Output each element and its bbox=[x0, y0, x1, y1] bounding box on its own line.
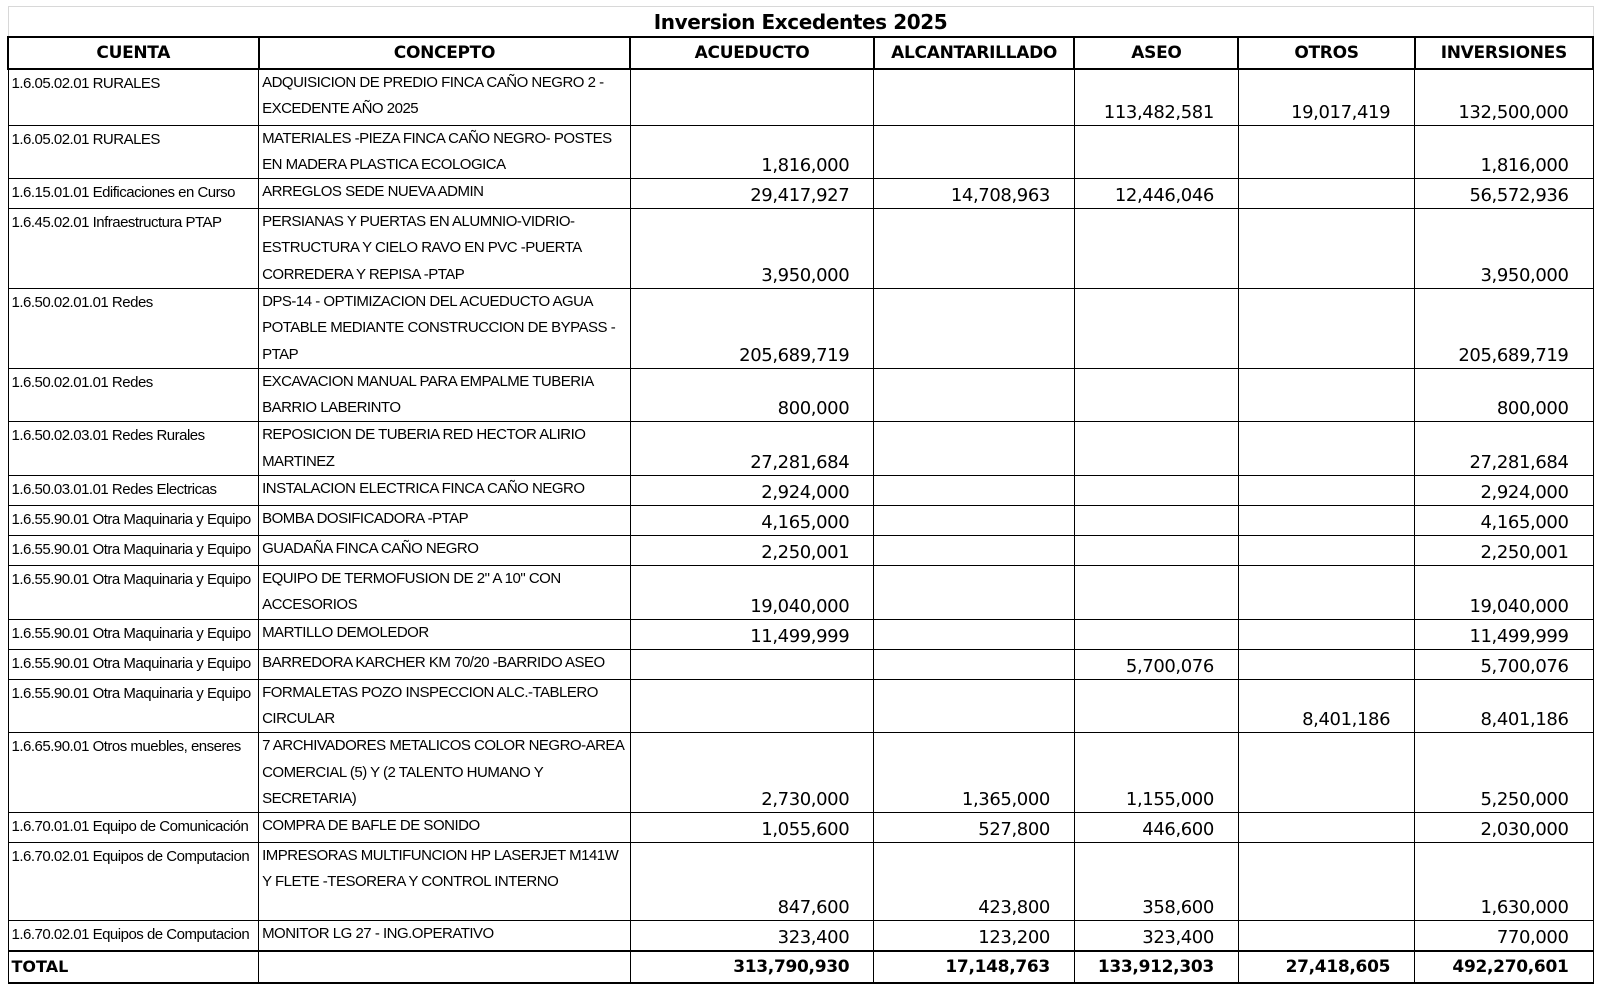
table-row bbox=[8, 476, 1593, 506]
cell-acueducto bbox=[630, 69, 873, 125]
spreadsheet bbox=[7, 6, 1594, 984]
cell-otros bbox=[1238, 843, 1414, 921]
cell-otros bbox=[1238, 476, 1414, 506]
cell-acueducto: 3,950,000 bbox=[630, 209, 873, 289]
cell-acueducto: 847,600 bbox=[630, 843, 873, 921]
header-acueducto: ACUEDUCTO bbox=[630, 37, 873, 69]
cell-inversiones: 1,630,000 bbox=[1415, 843, 1593, 921]
total-acueducto: 313,790,930 bbox=[630, 951, 873, 983]
cell-aseo: 323,400 bbox=[1074, 921, 1238, 951]
cell-otros bbox=[1238, 649, 1414, 679]
cell-aseo: 113,482,581 bbox=[1074, 69, 1238, 125]
table-body bbox=[8, 69, 1593, 951]
cell-cuenta: 1.6.55.90.01 Otra Maquinaria y Equipo bbox=[8, 566, 259, 620]
cell-otros bbox=[1238, 813, 1414, 843]
cell-aseo bbox=[1074, 422, 1238, 476]
cell-concepto: BARREDORA KARCHER KM 70/20 -BARRIDO ASEO bbox=[259, 649, 631, 679]
cell-inversiones: 2,030,000 bbox=[1415, 813, 1593, 843]
cell-concepto: ADQUISICION DE PREDIO FINCA CAÑO NEGRO 2 - EXCEDENTE AÑO 2025 bbox=[259, 69, 631, 125]
cell-aseo bbox=[1074, 536, 1238, 566]
cell-concepto: IMPRESORAS MULTIFUNCION HP LASERJET M141W Y FLETE -TESORERA Y CONTROL INTERNO bbox=[259, 843, 631, 921]
cell-alcantarillado bbox=[874, 506, 1075, 536]
cell-otros bbox=[1238, 125, 1414, 179]
cell-acueducto: 11,499,999 bbox=[630, 619, 873, 649]
cell-alcantarillado bbox=[874, 619, 1075, 649]
cell-cuenta: 1.6.50.02.01.01 Redes bbox=[8, 288, 259, 368]
cell-concepto: ARREGLOS SEDE NUEVA ADMIN bbox=[259, 179, 631, 209]
cell-cuenta: 1.6.50.02.03.01 Redes Rurales bbox=[8, 422, 259, 476]
cell-cuenta: 1.6.70.02.01 Equipos de Computacion bbox=[8, 921, 259, 951]
cell-acueducto: 29,417,927 bbox=[630, 179, 873, 209]
cell-otros bbox=[1238, 209, 1414, 289]
cell-aseo bbox=[1074, 566, 1238, 620]
total-concepto bbox=[259, 951, 631, 983]
cell-otros: 8,401,186 bbox=[1238, 679, 1414, 733]
cell-acueducto: 1,816,000 bbox=[630, 125, 873, 179]
cell-otros bbox=[1238, 422, 1414, 476]
cell-acueducto: 2,730,000 bbox=[630, 733, 873, 813]
cell-concepto: PERSIANAS Y PUERTAS EN ALUMNIO-VIDRIO-ESTRUCTURA Y CIELO RAVO EN PVC -PUERTA CORREDERA Y REPISA -PTAP bbox=[259, 209, 631, 289]
header-otros: OTROS bbox=[1238, 37, 1414, 69]
cell-alcantarillado: 423,800 bbox=[874, 843, 1075, 921]
table-row bbox=[8, 843, 1593, 921]
cell-otros bbox=[1238, 619, 1414, 649]
cell-aseo bbox=[1074, 619, 1238, 649]
cell-aseo: 358,600 bbox=[1074, 843, 1238, 921]
cell-aseo: 12,446,046 bbox=[1074, 179, 1238, 209]
cell-acueducto: 323,400 bbox=[630, 921, 873, 951]
cell-cuenta: 1.6.45.02.01 Infraestructura PTAP bbox=[8, 209, 259, 289]
table-row bbox=[8, 921, 1593, 951]
cell-aseo: 1,155,000 bbox=[1074, 733, 1238, 813]
table-row bbox=[8, 536, 1593, 566]
table-row bbox=[8, 733, 1593, 813]
cell-acueducto: 27,281,684 bbox=[630, 422, 873, 476]
cell-otros bbox=[1238, 368, 1414, 422]
cell-aseo bbox=[1074, 209, 1238, 289]
table-row bbox=[8, 679, 1593, 733]
cell-inversiones: 2,924,000 bbox=[1415, 476, 1593, 506]
cell-alcantarillado bbox=[874, 536, 1075, 566]
table-row bbox=[8, 69, 1593, 125]
cell-aseo: 446,600 bbox=[1074, 813, 1238, 843]
cell-inversiones: 205,689,719 bbox=[1415, 288, 1593, 368]
cell-alcantarillado bbox=[874, 288, 1075, 368]
cell-inversiones: 3,950,000 bbox=[1415, 209, 1593, 289]
cell-concepto: FORMALETAS POZO INSPECCION ALC.-TABLERO CIRCULAR bbox=[259, 679, 631, 733]
cell-alcantarillado: 123,200 bbox=[874, 921, 1075, 951]
cell-acueducto bbox=[630, 649, 873, 679]
table-row bbox=[8, 506, 1593, 536]
table-title: Inversion Excedentes 2025 bbox=[8, 7, 1593, 38]
header-concepto: CONCEPTO bbox=[259, 37, 631, 69]
cell-aseo bbox=[1074, 506, 1238, 536]
cell-concepto: MONITOR LG 27 - ING.OPERATIVO bbox=[259, 921, 631, 951]
header-cuenta: CUENTA bbox=[8, 37, 259, 69]
table-row bbox=[8, 422, 1593, 476]
cell-cuenta: 1.6.05.02.01 RURALES bbox=[8, 69, 259, 125]
cell-alcantarillado bbox=[874, 368, 1075, 422]
cell-alcantarillado bbox=[874, 566, 1075, 620]
total-alcantarillado: 17,148,763 bbox=[874, 951, 1075, 983]
total-otros: 27,418,605 bbox=[1238, 951, 1414, 983]
cell-inversiones: 2,250,001 bbox=[1415, 536, 1593, 566]
cell-cuenta: 1.6.15.01.01 Edificaciones en Curso bbox=[8, 179, 259, 209]
cell-aseo: 5,700,076 bbox=[1074, 649, 1238, 679]
table-row bbox=[8, 125, 1593, 179]
cell-inversiones: 5,250,000 bbox=[1415, 733, 1593, 813]
cell-acueducto: 4,165,000 bbox=[630, 506, 873, 536]
total-label: TOTAL bbox=[8, 951, 259, 983]
cell-cuenta: 1.6.70.01.01 Equipo de Comunicación bbox=[8, 813, 259, 843]
cell-aseo bbox=[1074, 679, 1238, 733]
table-row bbox=[8, 368, 1593, 422]
cell-inversiones: 8,401,186 bbox=[1415, 679, 1593, 733]
cell-aseo bbox=[1074, 125, 1238, 179]
cell-concepto: DPS-14 - OPTIMIZACION DEL ACUEDUCTO AGUA POTABLE MEDIANTE CONSTRUCCION DE BYPASS - PTAP bbox=[259, 288, 631, 368]
cell-cuenta: 1.6.55.90.01 Otra Maquinaria y Equipo bbox=[8, 506, 259, 536]
cell-concepto: MARTILLO DEMOLEDOR bbox=[259, 619, 631, 649]
cell-concepto: MATERIALES -PIEZA FINCA CAÑO NEGRO- POSTES EN MADERA PLASTICA ECOLOGICA bbox=[259, 125, 631, 179]
cell-cuenta: 1.6.50.03.01.01 Redes Electricas bbox=[8, 476, 259, 506]
cell-inversiones: 56,572,936 bbox=[1415, 179, 1593, 209]
cell-concepto: EQUIPO DE TERMOFUSION DE 2" A 10" CON ACCESORIOS bbox=[259, 566, 631, 620]
cell-otros bbox=[1238, 566, 1414, 620]
table-row bbox=[8, 179, 1593, 209]
cell-acueducto: 2,250,001 bbox=[630, 536, 873, 566]
table-row bbox=[8, 566, 1593, 620]
cell-inversiones: 132,500,000 bbox=[1415, 69, 1593, 125]
cell-cuenta: 1.6.55.90.01 Otra Maquinaria y Equipo bbox=[8, 679, 259, 733]
cell-otros bbox=[1238, 733, 1414, 813]
cell-cuenta: 1.6.55.90.01 Otra Maquinaria y Equipo bbox=[8, 649, 259, 679]
cell-inversiones: 1,816,000 bbox=[1415, 125, 1593, 179]
cell-acueducto: 1,055,600 bbox=[630, 813, 873, 843]
cell-cuenta: 1.6.55.90.01 Otra Maquinaria y Equipo bbox=[8, 619, 259, 649]
cell-otros bbox=[1238, 536, 1414, 566]
cell-alcantarillado bbox=[874, 649, 1075, 679]
total-aseo: 133,912,303 bbox=[1074, 951, 1238, 983]
cell-inversiones: 5,700,076 bbox=[1415, 649, 1593, 679]
cell-acueducto bbox=[630, 679, 873, 733]
cell-cuenta: 1.6.05.02.01 RURALES bbox=[8, 125, 259, 179]
cell-cuenta: 1.6.50.02.01.01 Redes bbox=[8, 368, 259, 422]
cell-inversiones: 4,165,000 bbox=[1415, 506, 1593, 536]
cell-inversiones: 19,040,000 bbox=[1415, 566, 1593, 620]
cell-otros bbox=[1238, 288, 1414, 368]
cell-otros bbox=[1238, 506, 1414, 536]
cell-concepto: INSTALACION ELECTRICA FINCA CAÑO NEGRO bbox=[259, 476, 631, 506]
table-row bbox=[8, 649, 1593, 679]
header-alcantarillado: ALCANTARILLADO bbox=[874, 37, 1075, 69]
header-inversiones: INVERSIONES bbox=[1415, 37, 1593, 69]
header-aseo: ASEO bbox=[1074, 37, 1238, 69]
cell-alcantarillado bbox=[874, 679, 1075, 733]
cell-acueducto: 205,689,719 bbox=[630, 288, 873, 368]
total-row bbox=[8, 951, 1593, 983]
table-row bbox=[8, 619, 1593, 649]
investment-table bbox=[7, 6, 1594, 984]
cell-otros bbox=[1238, 921, 1414, 951]
cell-aseo bbox=[1074, 368, 1238, 422]
cell-alcantarillado bbox=[874, 476, 1075, 506]
cell-inversiones: 770,000 bbox=[1415, 921, 1593, 951]
cell-otros bbox=[1238, 179, 1414, 209]
cell-acueducto: 800,000 bbox=[630, 368, 873, 422]
cell-concepto: REPOSICION DE TUBERIA RED HECTOR ALIRIO MARTINEZ bbox=[259, 422, 631, 476]
cell-alcantarillado: 1,365,000 bbox=[874, 733, 1075, 813]
cell-acueducto: 2,924,000 bbox=[630, 476, 873, 506]
cell-cuenta: 1.6.70.02.01 Equipos de Computacion bbox=[8, 843, 259, 921]
cell-inversiones: 800,000 bbox=[1415, 368, 1593, 422]
cell-concepto: BOMBA DOSIFICADORA -PTAP bbox=[259, 506, 631, 536]
cell-cuenta: 1.6.55.90.01 Otra Maquinaria y Equipo bbox=[8, 536, 259, 566]
cell-alcantarillado bbox=[874, 422, 1075, 476]
cell-alcantarillado: 527,800 bbox=[874, 813, 1075, 843]
table-row bbox=[8, 209, 1593, 289]
cell-alcantarillado: 14,708,963 bbox=[874, 179, 1075, 209]
cell-concepto: EXCAVACION MANUAL PARA EMPALME TUBERIA BARRIO LABERINTO bbox=[259, 368, 631, 422]
cell-inversiones: 11,499,999 bbox=[1415, 619, 1593, 649]
table-row bbox=[8, 288, 1593, 368]
table-row bbox=[8, 813, 1593, 843]
cell-concepto: 7 ARCHIVADORES METALICOS COLOR NEGRO-AREA COMERCIAL (5) Y (2 TALENTO HUMANO Y SECRETARIA) bbox=[259, 733, 631, 813]
cell-alcantarillado bbox=[874, 69, 1075, 125]
cell-alcantarillado bbox=[874, 209, 1075, 289]
cell-cuenta: 1.6.65.90.01 Otros muebles, enseres bbox=[8, 733, 259, 813]
cell-concepto: GUADAÑA FINCA CAÑO NEGRO bbox=[259, 536, 631, 566]
cell-acueducto: 19,040,000 bbox=[630, 566, 873, 620]
cell-aseo bbox=[1074, 288, 1238, 368]
total-inversiones: 492,270,601 bbox=[1415, 951, 1593, 983]
cell-concepto: COMPRA DE BAFLE DE SONIDO bbox=[259, 813, 631, 843]
cell-otros: 19,017,419 bbox=[1238, 69, 1414, 125]
cell-alcantarillado bbox=[874, 125, 1075, 179]
cell-inversiones: 27,281,684 bbox=[1415, 422, 1593, 476]
cell-aseo bbox=[1074, 476, 1238, 506]
